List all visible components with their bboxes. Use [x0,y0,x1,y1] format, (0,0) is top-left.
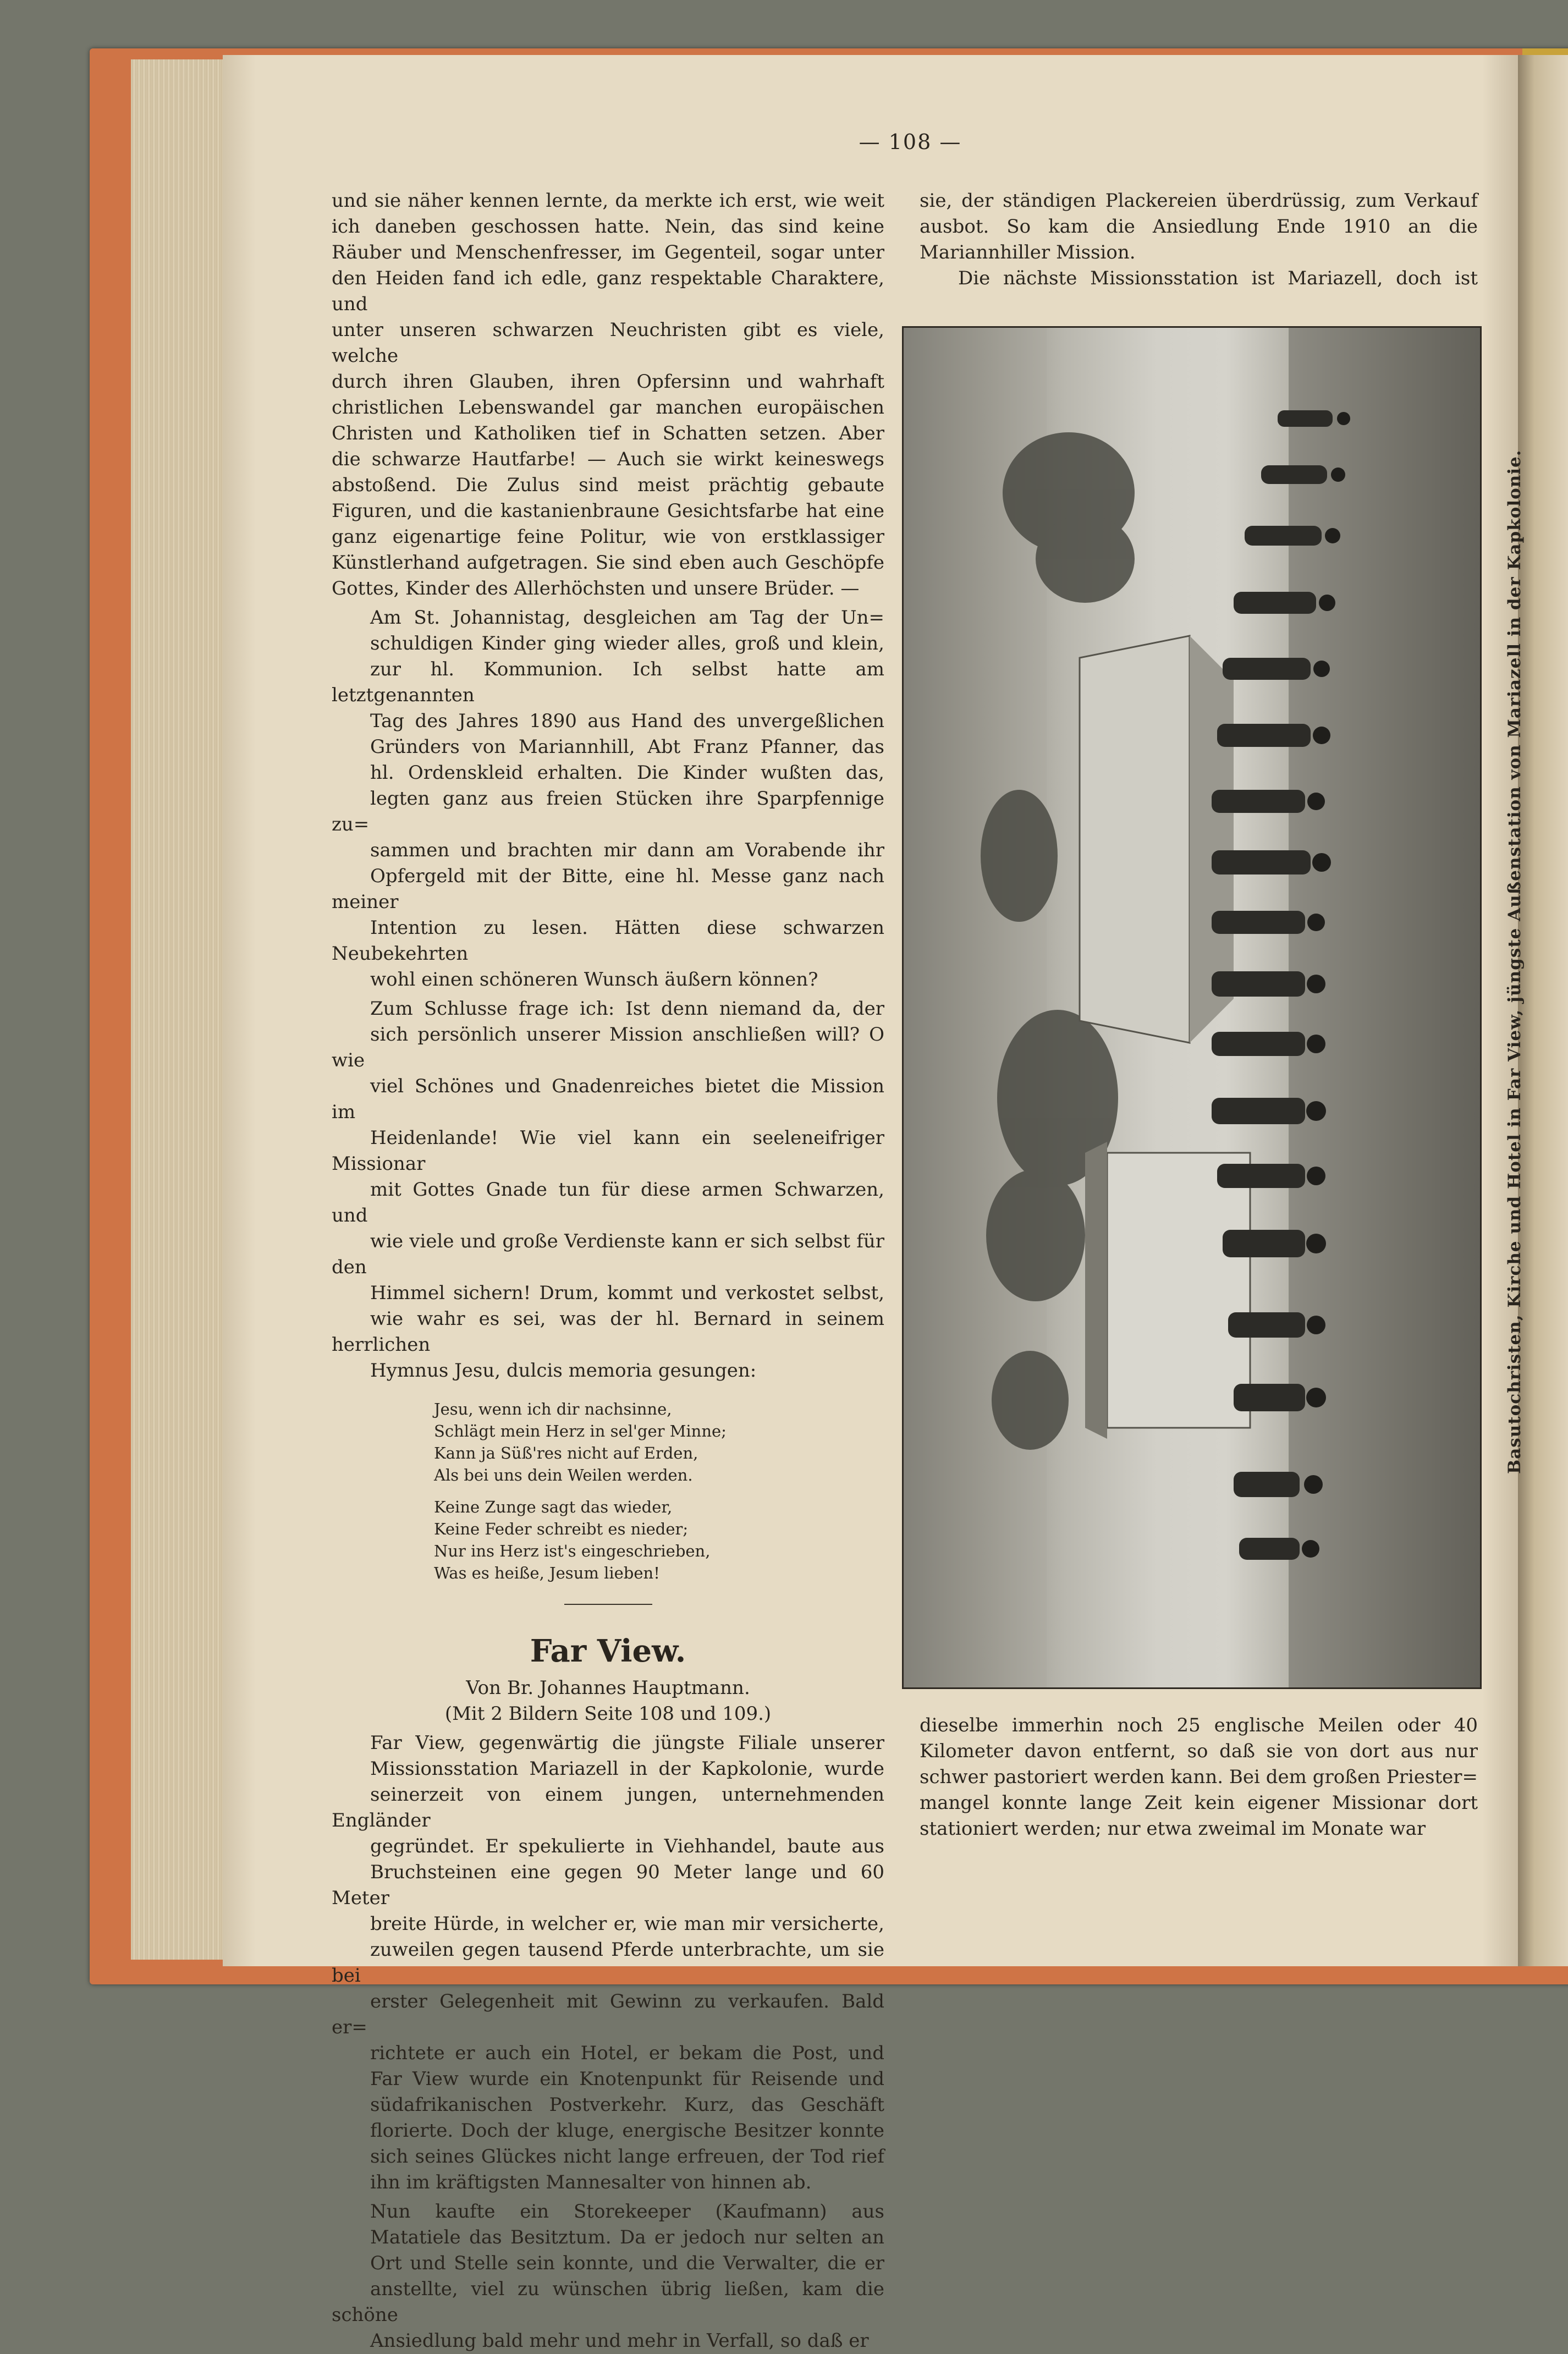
text-line: Nur ins Herz ist's eingeschrieben, [434,1542,711,1560]
text-line: Zum Schlusse frage ich: Ist denn niemand da, der [370,998,884,1020]
text-line: sie, der ständigen Plackereien überdrüssig, zum Verkauf [920,190,1478,212]
text-line: Mariannhiller Mission. [920,241,1136,263]
text-line: anstellte, viel zu wünschen übrig ließen, kam die schöne [332,2278,884,2326]
article-paragraph-1 [332,1730,884,2196]
text-line: durch ihren Glauben, ihren Opfersinn und wahrhaft [332,371,884,393]
johannistag-paragraph [332,605,884,993]
section-divider [564,1604,652,1605]
text-line: zuweilen gegen tausend Pferde unterbrachte, um sie bei [332,1939,884,1987]
left-column [332,188,884,2354]
text-line: Was es heiße, Jesum lieben! [434,1564,660,1582]
text-line: Kann ja Süß'res nicht auf Erden, [434,1444,698,1462]
text-line: ganz eigenartige feine Politur, wie von erstklassiger [332,526,884,548]
text-line: Far View wurde ein Knotenpunkt für Reisende und [370,2068,884,2090]
text-line: Gottes, Kinder des Allerhöchsten und unsere Brüder. — [332,578,860,600]
photograph-far-view [902,326,1482,1689]
text-line: südafrikanischen Postverkehr. Kurz, das Geschäft [370,2094,884,2116]
text-line: Künstlerhand aufgetragen. Sie sind eben auch Geschöpfe [332,552,884,574]
right-paragraph-continued [920,188,1478,266]
text-line: ich daneben geschossen hatte. Nein, das sind keine [332,216,884,238]
photo-illustration [904,328,1480,1687]
article-paragraph-2 [332,2199,884,2354]
text-line: breite Hürde, in welcher er, wie man mir versicherte, [370,1913,884,1935]
text-line: legten ganz aus freien Stücken ihre Sparpfennige zu= [332,788,884,835]
page-gutter [1518,55,1568,1966]
text-line: Intention zu lesen. Hätten diese schwarzen Neubekehrten [332,917,884,965]
closing-paragraph [332,996,884,1384]
text-line: Keine Zunge sagt das wieder, [434,1498,673,1516]
text-line: richtete er auch ein Hotel, er bekam die Post, und [370,2042,884,2064]
text-line: hl. Ordenskleid erhalten. Die Kinder wußten das, [370,762,884,784]
text-line: Hymnus Jesu, dulcis memoria gesungen: [370,1360,757,1382]
text-line: ausbot. So kam die Ansiedlung Ende 1910 an die [920,216,1478,238]
text-line: zur hl. Kommunion. Ich selbst hatte am letztgenannten [332,658,884,706]
text-line: Räuber und Menschenfresser, im Gegenteil, sogar unter [332,241,884,263]
text-line: und sie näher kennen lernte, da merkte ich erst, wie weit [332,190,884,212]
text-line: Schlägt mein Herz in sel'ger Minne; [434,1422,727,1440]
text-line: Gründers von Mariannhill, Abt Franz Pfanner, das [370,736,884,758]
text-line: Matatiele das Besitztum. Da er jedoch nur selten an [370,2226,884,2248]
text-line: Himmel sichern! Drum, kommt und verkostet selbst, [370,1282,884,1304]
text-line: Kilometer davon entfernt, so daß sie von dort aus nur [920,1740,1478,1762]
page-edges [131,59,230,1960]
text-line: Ort und Stelle sein konnte, und die Verwalter, die er [370,2252,884,2274]
text-line: Die nächste Missionsstation ist Mariazell, doch ist [958,267,1478,289]
page-number: — 108 — [859,130,962,154]
article-author: Von Br. Johannes Hauptmann. [466,1677,750,1699]
text-line: Keine Feder schreibt es nieder; [434,1520,689,1538]
photo-caption: Basutochristen, Kirche und Hotel in Far View, jüngste Außenstation von Mariazell in der Kapkolonie. [1505,449,1525,1474]
text-line: schuldigen Kinder ging wieder alles, groß und klein, [370,632,884,654]
right-paragraph-next [920,266,1478,292]
text-line: wie viele und große Verdienste kann er sich selbst für den [332,1230,884,1278]
text-line: Tag des Jahres 1890 aus Hand des unvergeßlichen [370,710,884,732]
text-line: ihn im kräftigsten Mannesalter von hinnen ab. [370,2171,812,2193]
text-line: stationiert werden; nur etwa zweimal im Monate war [920,1818,1426,1840]
text-line: Heidenlande! Wie viel kann ein seeleneifriger Missionar [332,1127,884,1175]
article-note: (Mit 2 Bildern Seite 108 und 109.) [444,1703,772,1725]
text-line: schwer pastoriert werden kann. Bei dem großen Priester= [920,1766,1478,1788]
text-line: erster Gelegenheit mit Gewinn zu verkaufen. Bald er= [332,1990,884,2038]
text-line: die schwarze Hautfarbe! — Auch sie wirkt keineswegs [332,448,884,470]
text-line: viel Schönes und Gnadenreiches bietet die Mission im [332,1075,884,1123]
text-line: sich seines Glückes nicht lange erfreuen, der Tod rief [370,2146,884,2168]
intro-paragraph [332,188,884,602]
text-line: Figuren, und die kastanienbraune Gesichtsfarbe hat eine [332,500,884,522]
poem-stanza-1 [434,1398,884,1486]
text-line: Far View, gegenwärtig die jüngste Filiale unserer [370,1732,884,1754]
text-line: abstoßend. Die Zulus sind meist prächtig gebaute [332,474,884,496]
text-line: seinerzeit von einem jungen, unternehmenden Engländer [332,1784,884,1832]
text-line: Bruchsteinen eine gegen 90 Meter lange und 60 Meter [332,1861,884,1909]
right-column-top [920,188,1478,292]
text-line: wohl einen schöneren Wunsch äußern können? [370,969,818,991]
text-line: christlichen Lebenswandel gar manchen europäischen [332,397,884,419]
text-line: Ansiedlung bald mehr und mehr in Verfall, so daß er [370,2330,869,2352]
text-line: Am St. Johannistag, desgleichen am Tag der Un= [370,607,884,629]
text-line: Nun kaufte ein Storekeeper (Kaufmann) aus [370,2201,884,2223]
right-paragraph-bottom [920,1713,1478,1842]
text-line: unter unseren schwarzen Neuchristen gibt es viele, welche [332,319,884,367]
text-line: sammen und brachten mir dann am Vorabende ihr [370,839,884,861]
text-line: Als bei uns dein Weilen werden. [434,1466,693,1484]
article-title: Far View. [530,1633,686,1669]
text-line: Christen und Katholiken tief in Schatten setzen. Aber [332,422,884,444]
poem-stanza-2 [434,1496,884,1584]
text-line: Jesu, wenn ich dir nachsinne, [434,1400,672,1418]
text-line: sich persönlich unserer Mission anschließen will? O wie [332,1024,884,1071]
text-line: mangel konnte lange Zeit kein eigener Missionar dort [920,1792,1478,1814]
text-line: den Heiden fand ich edle, ganz respektable Charaktere, und [332,267,884,315]
text-line: wie wahr es sei, was der hl. Bernard in seinem herrlichen [332,1308,884,1356]
right-column-bottom [920,1713,1478,1842]
text-line: dieselbe immerhin noch 25 englische Meilen oder 40 [920,1714,1478,1736]
text-line: gegründet. Er spekulierte in Viehhandel, baute aus [370,1835,884,1857]
text-line: florierte. Doch der kluge, energische Besitzer konnte [370,2120,884,2142]
text-line: Opfergeld mit der Bitte, eine hl. Messe ganz nach meiner [332,865,884,913]
text-line: mit Gottes Gnade tun für diese armen Schwarzen, und [332,1179,884,1226]
text-line: Missionsstation Mariazell in der Kapkolonie, wurde [370,1758,884,1780]
